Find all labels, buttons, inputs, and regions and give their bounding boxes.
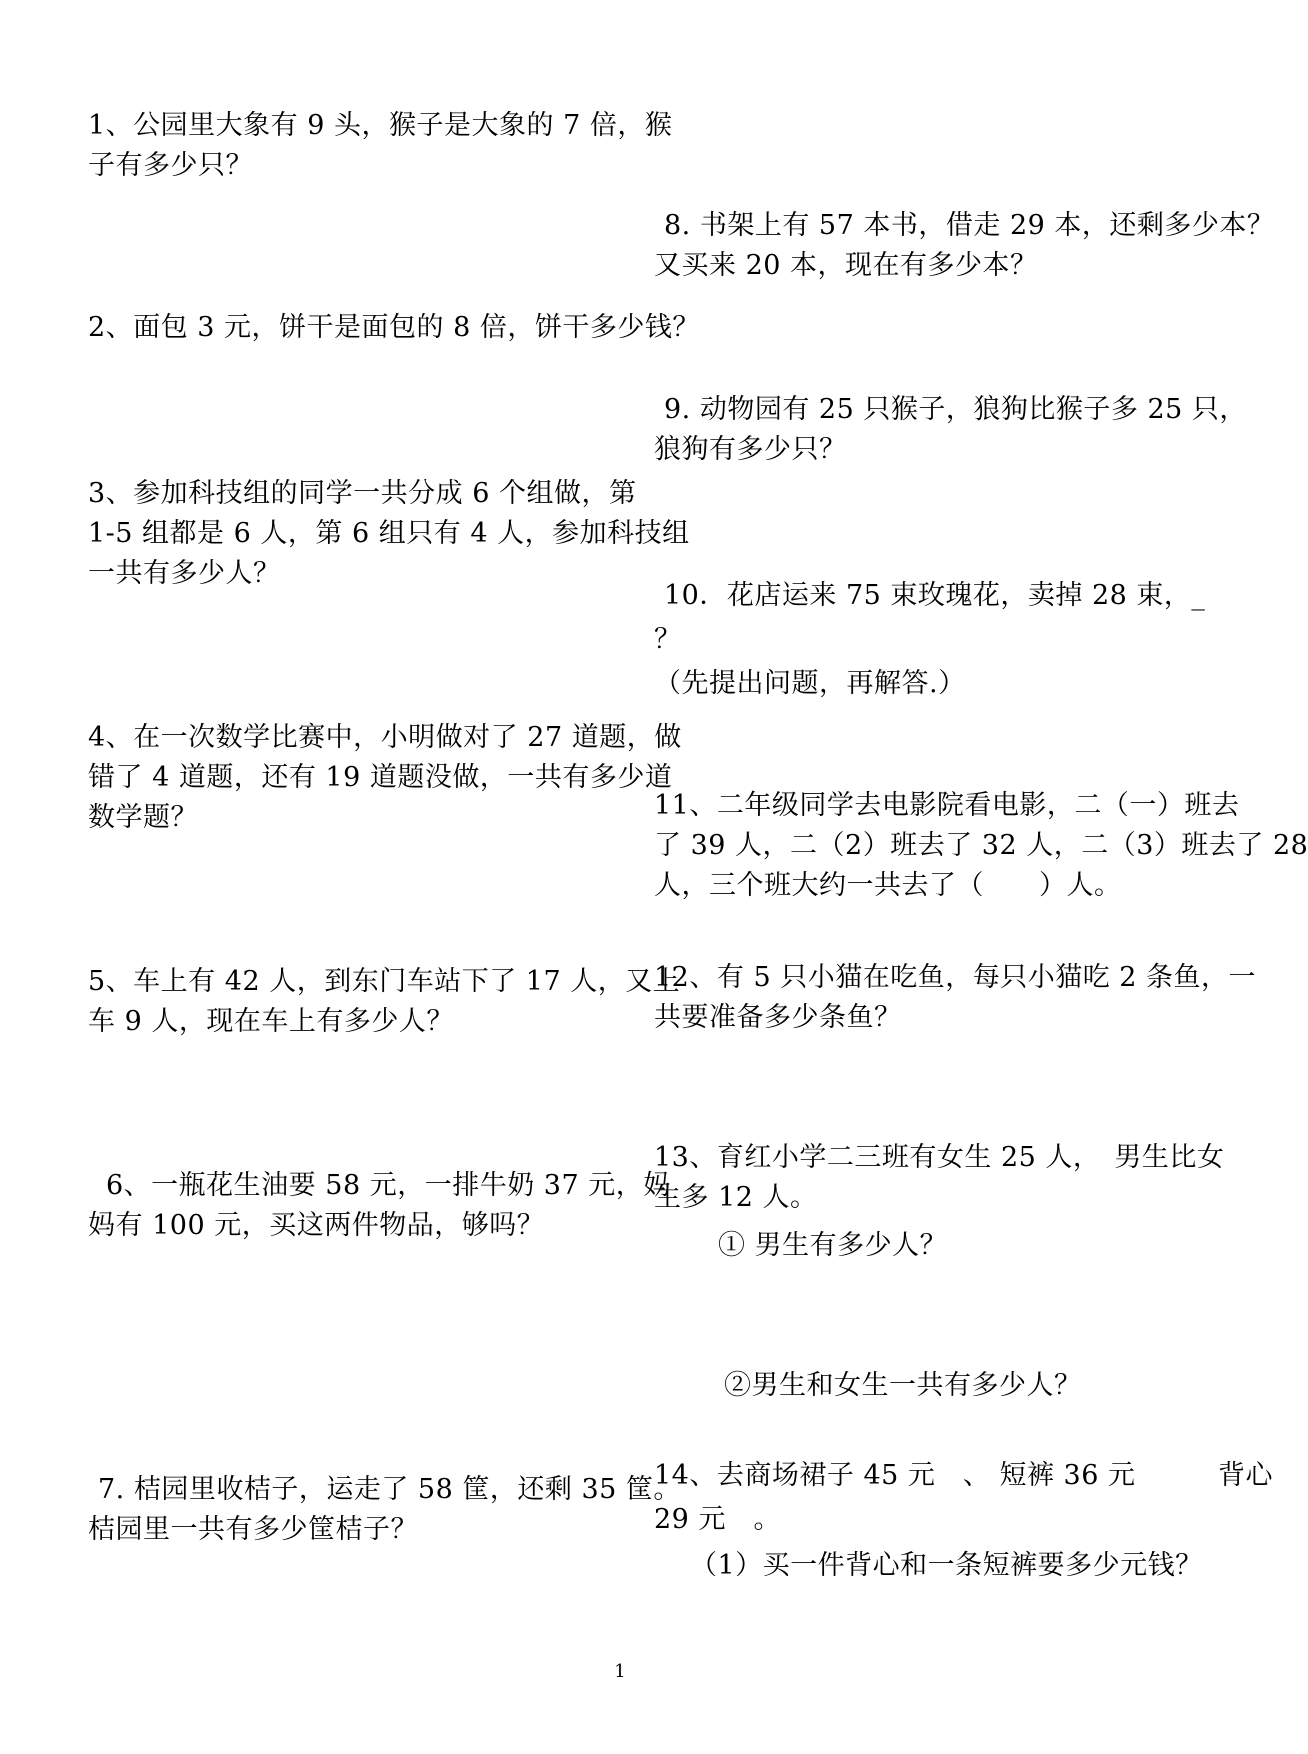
page-number: 1 — [614, 1661, 626, 1682]
question-3-line-3: 一共有多少人？ — [88, 558, 281, 589]
question-3-line-1: 3、参加科技组的同学一共分成 6 个组做，第 — [88, 478, 637, 509]
question-4-line-1: 4、在一次数学比赛中，小明做对了 27 道题，做 — [88, 722, 682, 753]
question-10-line-3: （先提出问题，再解答.） — [654, 668, 966, 699]
question-1-line-2: 子有多少只？ — [88, 150, 253, 181]
question-14-line-1: 14、去商场裙子 45 元 、 短裤 36 元 背心 — [654, 1460, 1273, 1491]
question-4-line-2: 错了 4 道题，还有 19 道题没做，一共有多少道 — [88, 762, 673, 793]
question-14-line-2: 29 元 。 — [654, 1504, 781, 1535]
question-3-line-2: 1-5 组都是 6 人，第 6 组只有 4 人，参加科技组 — [88, 518, 690, 549]
question-12-line-2: 共要准备多少条鱼？ — [654, 1002, 902, 1033]
question-13-sub-2: ②男生和女生一共有多少人？ — [724, 1370, 1082, 1401]
question-14-sub-1: （1）买一件背心和一条短裤要多少元钱？ — [690, 1550, 1203, 1581]
question-6-line-1: 6、一瓶花生油要 58 元，一排牛奶 37 元，妈 — [106, 1170, 671, 1201]
question-5-line-1: 5、车上有 42 人，到东门车站下了 17 人，又上 — [88, 966, 681, 997]
question-11-line-1: 11、二年级同学去电影院看电影，二（一）班去 — [654, 790, 1240, 821]
question-12-line-1: 12、有 5 只小猫在吃鱼，每只小猫吃 2 条鱼，一 — [654, 962, 1257, 993]
question-10-line-2: ？ — [654, 624, 682, 655]
question-13-sub-1: ① 男生有多少人？ — [718, 1230, 948, 1261]
question-7-line-1: 7. 桔园里收桔子，运走了 58 筐，还剩 35 筐。 — [98, 1474, 681, 1505]
question-4-line-3: 数学题？ — [88, 802, 198, 833]
question-1-line-1: 1、公园里大象有 9 头，猴子是大象的 7 倍，猴 — [88, 110, 673, 141]
question-8-line-2: 又买来 20 本，现在有多少本？ — [654, 250, 1038, 281]
question-8-line-1: 8. 书架上有 57 本书，借走 29 本，还剩多少本？ — [664, 210, 1275, 241]
question-6-line-2: 妈有 100 元，买这两件物品，够吗？ — [88, 1210, 545, 1241]
question-9-line-1: 9. 动物园有 25 只猴子，狼狗比猴子多 25 只， — [664, 394, 1247, 425]
question-13-line-2: 生多 12 人。 — [654, 1182, 818, 1213]
question-11-line-2: 了 39 人，二（2）班去了 32 人，二（3）班去了 28 — [654, 830, 1308, 861]
question-9-line-2: 狼狗有多少只？ — [654, 434, 847, 465]
question-11-line-3: 人，三个班大约一共去了（ ）人。 — [654, 870, 1122, 901]
question-13-line-1: 13、育红小学二三班有女生 25 人， 男生比女 — [654, 1142, 1225, 1173]
question-7-line-2: 桔园里一共有多少筐桔子？ — [88, 1514, 418, 1545]
question-5-line-2: 车 9 人，现在车上有多少人？ — [88, 1006, 454, 1037]
question-2-line-1: 2、面包 3 元，饼干是面包的 8 倍，饼干多少钱？ — [88, 312, 700, 343]
question-10-line-1: 10．花店运来 75 束玫瑰花，卖掉 28 束，_ — [664, 580, 1206, 611]
